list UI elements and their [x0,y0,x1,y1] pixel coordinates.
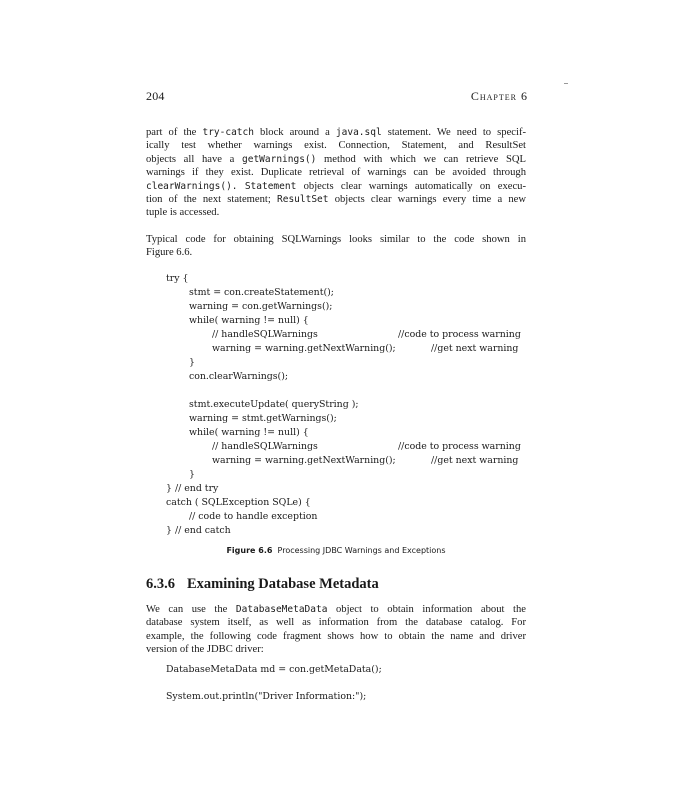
paragraph-typical-code [146,233,526,260]
text-run: part of the [146,127,203,138]
code-listing-figure-6-6 [146,272,526,542]
text-line [146,193,526,206]
text-run: Figure 6.6. [146,247,193,259]
code-line: // handleSQLWarnings [212,441,318,452]
text-run: Typical code for obtaining SQLWarnings looks similar to the code shown in [146,234,526,245]
code-line: // code to handle exception [189,511,318,522]
code-comment: //code to process warning [398,441,521,452]
text-run: tion of the next statement; [146,194,278,206]
code-line: } [189,469,195,480]
section-heading [146,576,379,593]
text-run [238,181,245,192]
code-line: } // end catch [166,525,231,536]
code-line: warning = con.getWarnings(); [189,301,333,312]
figure-caption [146,546,526,555]
code-listing-metadata [146,663,526,713]
text-run: method with which we can retrieve SQL [316,153,526,165]
text-line [146,630,526,643]
code-line: DatabaseMetaData md = con.getMetaData(); [166,664,382,675]
code-line: warning = warning.getNextWarning(); [212,455,396,466]
code-line: // handleSQLWarnings [212,329,318,340]
text-run: block around a [253,127,336,138]
text-line [146,643,526,656]
text-line [146,180,526,193]
figure-caption-text: Processing JDBC Warnings and Exceptions [277,546,446,555]
code-line: warning = stmt.getWarnings(); [189,413,337,424]
inline-code: DatabaseMetaData [235,604,328,615]
section-number: 6.3.6 [146,576,175,592]
text-run: ically test whether warnings exist. Connection, Statement, and ResultSet [146,140,526,152]
code-line: stmt.executeUpdate( queryString ); [189,399,359,410]
figure-label: Figure 6.6 [226,546,273,555]
paragraph-metadata [146,603,526,657]
code-line: catch ( SQLException SQLe) { [166,497,311,508]
text-run: version of the JDBC driver: [146,644,264,656]
text-run: We can use the [146,604,236,615]
code-line: stmt = con.createStatement(); [189,287,334,298]
page-mark [564,83,568,84]
code-line: } // end try [166,483,219,494]
code-line: while( warning != null) { [189,427,309,438]
text-line [146,166,526,179]
chapter-heading: Chapter 6 [470,89,528,103]
code-line: try { [166,273,189,284]
text-line [146,603,526,616]
text-run: statement. We need to specif- [381,127,527,138]
text-run: object to obtain information about the [327,604,526,615]
text-line [146,153,526,166]
inline-code: clearWarnings(). [146,180,238,192]
inline-code: getWarnings() [242,153,317,165]
inline-code: ResultSet [277,194,329,206]
inline-code: java.sql [335,127,382,138]
text-line [146,206,526,219]
code-line: } [189,357,195,368]
section-title: Examining Database Metadata [187,576,379,592]
code-line: while( warning != null) { [189,315,309,326]
code-line: warning = warning.getNextWarning(); [212,343,396,354]
code-line: System.out.println("Driver Information:"); [166,691,367,702]
code-comment: //code to process warning [398,329,521,340]
text-run: objects all have a [146,153,242,165]
page-number: 204 [146,89,165,103]
paragraph-warnings [146,126,526,220]
text-line [146,126,526,139]
text-run: tuple is accessed. [146,207,220,219]
text-run: example, the following code fragment shows how to obtain the name and driver [146,630,526,642]
text-line [146,139,526,152]
text-run: objects clear warnings every time a new [328,194,526,206]
text-line [146,616,526,629]
inline-code: try-catch [202,127,254,138]
text-run: objects clear warnings automatically on execu- [296,180,526,192]
text-line [146,233,526,246]
code-line: con.clearWarnings(); [189,371,289,382]
code-comment: //get next warning [431,455,519,466]
text-line [146,246,526,259]
code-comment: //get next warning [431,343,519,354]
text-run: database system itself, as well as information from the database catalog. For [146,617,526,629]
text-run: warnings if they exist. Duplicate retrieval of warnings can be avoided through [146,167,526,179]
inline-code: Statement [244,180,297,192]
